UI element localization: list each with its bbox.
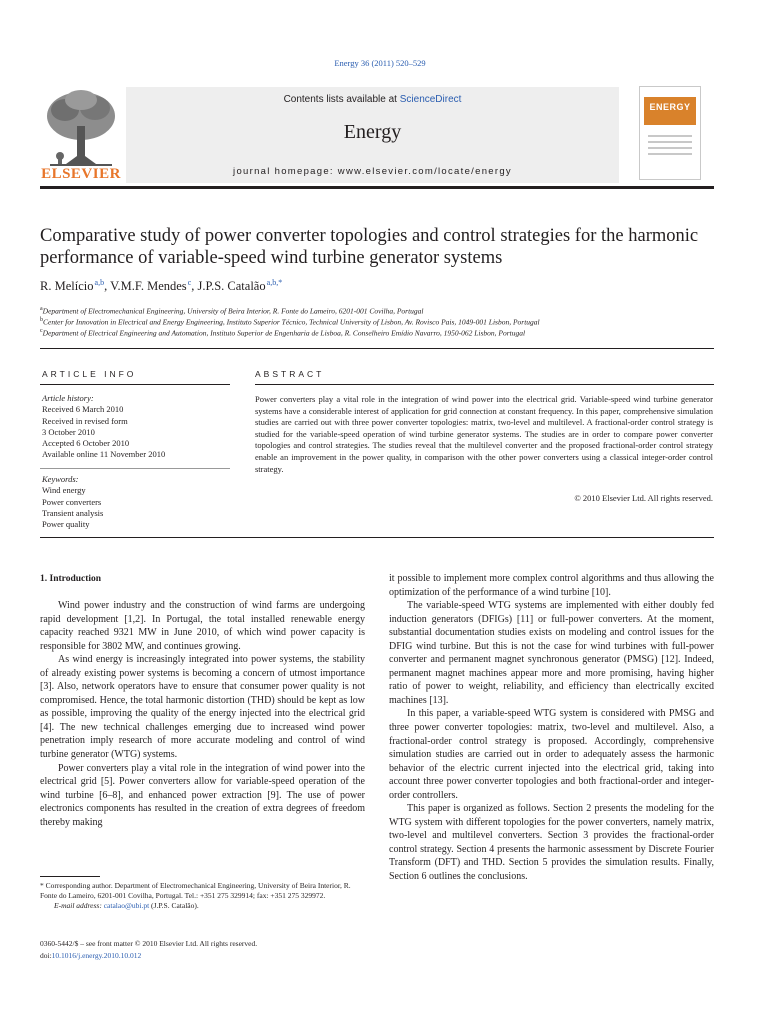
history-item: Available online 11 November 2010 [42, 449, 166, 460]
contents-availability-line [126, 94, 619, 105]
author-affiliation-mark[interactable]: c [187, 278, 192, 287]
keywords-rule [40, 468, 230, 469]
keyword: Transient analysis [42, 507, 104, 518]
body-paragraph: it possible to implement more complex control algorithms and thus allowing the optimization of the performance of a wind turbine [10]. [389, 573, 714, 598]
affiliation-mark: b [40, 317, 43, 323]
affiliation [40, 328, 720, 338]
publisher-wordmark: ELSEVIER [41, 166, 121, 182]
affiliation-text: Department of Electrical Engineering and Automation, Instituto Superior de Engenharia de Lisboa, R. Conselheiro Emídio Navarro, 1950-062 Lisbon, Portugal [42, 328, 526, 338]
affiliation-text: Center for Innovation in Electrical and Energy Engineering, Instituto Superior Técnico, Technical University of Lisbon, Av. Rovisco Pais, 1049-001 Lisbon, Portugal [43, 317, 540, 327]
footnote-email-line [40, 901, 366, 911]
email-link[interactable]: catalao@ubi.pt [103, 901, 150, 910]
body-paragraph: Power converters play a vital role in the integration of wind power into the electrical grid [5]. Power converters allow for variable-speed operation of the wind turbine [6–8], and enhanced power extraction [9]. The use of power electronics components has resulted in the creation of extra degrees of freedom thereby making [40, 762, 365, 828]
doi-line [40, 950, 440, 962]
cover-title: ENERGY [649, 102, 691, 112]
keyword: Power converters [42, 496, 102, 507]
title-divider [40, 348, 714, 349]
footnote-rule [40, 876, 100, 877]
history-label: Article history: [42, 393, 94, 403]
author-name: R. Melício [40, 279, 94, 294]
journal-name: Energy [343, 121, 402, 143]
article-title: Comparative study of power converter topologies and control strategies for the harmonic performance of variable-speed wind turbine generator systems [40, 226, 699, 268]
abstract-rule [255, 384, 714, 385]
affiliation-mark: c [40, 328, 43, 334]
affiliation [40, 317, 720, 327]
abstract-copyright: © 2010 Elsevier Ltd. All rights reserved. [574, 493, 713, 503]
article-info-rule [40, 384, 230, 385]
author-name: J.P.S. Catalão [197, 279, 266, 294]
keyword: Power quality [42, 519, 90, 530]
author-affiliation-mark[interactable]: a,b [94, 278, 105, 287]
email-suffix: (J.P.S. Catalão). [149, 901, 199, 910]
history-item: 3 October 2010 [42, 426, 95, 437]
article-info-heading: ARTICLE INFO [42, 369, 137, 379]
abstract-heading: ABSTRACT [255, 369, 325, 379]
author-list: R. Melício $^{a,b}$, V.M.F. Mendes $^c$, J.P.S. Catalão $^{a,b,*}$ [40, 278, 283, 294]
affiliation [40, 306, 720, 316]
history-item: Accepted 6 October 2010 [42, 438, 130, 449]
abstract-bottom-rule [40, 537, 714, 538]
body-paragraph: This paper is organized as follows. Section 2 presents the modeling for the WTG system with different topologies for the power converters, namely matrix, two-level and multilevel converters. Section 3 provides the fractional-order control strategy. Section 4 presents the harmonic assessment by Discrete Fourier Transform (DFT) and THD. Section 5 provides the simulation results. Finally, Section 6 outlines the conclusions. [389, 803, 714, 883]
body-paragraph: Wind power industry and the construction of wind farms are undergoing rapid development [1,2]. In Portugal, the total installed renewable energy capacity reached 9321 MW in June 2010, of which wind power capacity is responsible for 3802 MW, and continues growing. [40, 600, 365, 652]
keywords-label: Keywords: [42, 474, 79, 484]
keywords-block [42, 474, 222, 530]
author-affiliation-mark[interactable]: a,b,* [266, 278, 283, 287]
body-paragraph: The variable-speed WTG systems are implemented with either doubly fed induction generators (DFIGs) [11] or full-power converters. At the moment, substantial documentation studies exists on modeling and control issues for the DFIG wind turbine. But this is not the case for wind turbines with full-power converter and permanent magnet synchronous generator (PMSG) [12]. Indeed, permanent magnet machines appear more and more promising, having higher ratio of power to weight, reliability, and efficiency than electrically excited machines [13]. [389, 600, 714, 706]
article-history [42, 393, 222, 461]
journal-citation[interactable]: Energy 36 (2011) 520–529 [334, 58, 426, 68]
body-paragraph: In this paper, a variable-speed WTG system is considered with PMSG and three power converter topologies: matrix, two-level and multilevel. Also, a fractional-order control strategy is proposed. Accordingly, comprehensive simulation studies are carried out in order to adequately assess the harmonic behavior of the electric current injected into the electrical grid, taking into account three power converter topologies and both fractional-order and integer-order controllers. [389, 708, 714, 801]
email-label: E-mail address: [54, 901, 104, 910]
contents-prefix: Contents lists available at [283, 94, 400, 105]
issn-line: 0360-5442/$ – see front matter © 2010 Elsevier Ltd. All rights reserved. [40, 939, 258, 948]
author-name: V.M.F. Mendes [110, 279, 187, 294]
sciencedirect-link[interactable]: ScienceDirect [399, 94, 462, 105]
corresponding-author-footnote [40, 881, 366, 911]
header-rule [40, 186, 714, 189]
body-column-left [40, 599, 365, 829]
journal-cover-thumbnail [639, 86, 701, 180]
journal-homepage[interactable]: journal homepage: www.elsevier.com/locate/energy [233, 166, 512, 177]
affiliation-mark: a [40, 306, 43, 312]
history-item: Received 6 March 2010 [42, 404, 124, 415]
doi-link[interactable]: 10.1016/j.energy.2010.10.012 [51, 950, 142, 960]
section-heading-introduction: 1. Introduction [40, 574, 102, 584]
footnote-text: * Corresponding author. Department of Electromechanical Engineering, University of Beira Interior, R. Fonte do Lameiro, 6201-001 Covilha, Portugal. Tel.: +351 275 329914; fax: +351 275 329972. [40, 881, 351, 900]
body-paragraph: As wind energy is increasingly integrated into power systems, the stability of already existing power systems is becoming a concern of utmost importance [3]. Also, network operators have to ensure that consumer power quality is not compromised. Hence, the total harmonic distortion (THD) should be kept as low as possible, improving the quality of the energy injected into the electrical grid [4]. The new technical challenges emerging due to increased wind power penetration imply research of more accurate modeling and control of wind turbine generator (WTG) systems. [40, 654, 365, 761]
body-column-right [389, 572, 714, 884]
keyword: Wind energy [42, 485, 86, 496]
doi-label: doi: [40, 950, 52, 960]
history-item: Received in revised form [42, 415, 128, 426]
abstract-text: Power converters play a vital role in the integration of wind power into the electrical grid. Variable-speed wind turbine generator systems have a considerable interest of application for grid connection at constant frequency. In this paper, comprehensive simulation studies are carried out with three power converter topologies: matrix, two-level and multilevel. A fractional-order control strategy is studied for the variable-speed operation of wind turbine generator systems. The studies are in order to compare power converter topologies and control strategies. The studies reveal that the multilevel converter and the proposed fractional-order control strategy enable an improvement in the power quality, in comparison with the other power converters using a classical integer-order control strategy. [255, 394, 713, 474]
cover-lines [648, 135, 692, 159]
affiliation-text: Department of Electromechanical Engineering, University of Beira Interior, R. Fonte do Lameiro, 6201-001 Covilha, Portugal [42, 306, 424, 316]
front-matter [40, 938, 440, 961]
